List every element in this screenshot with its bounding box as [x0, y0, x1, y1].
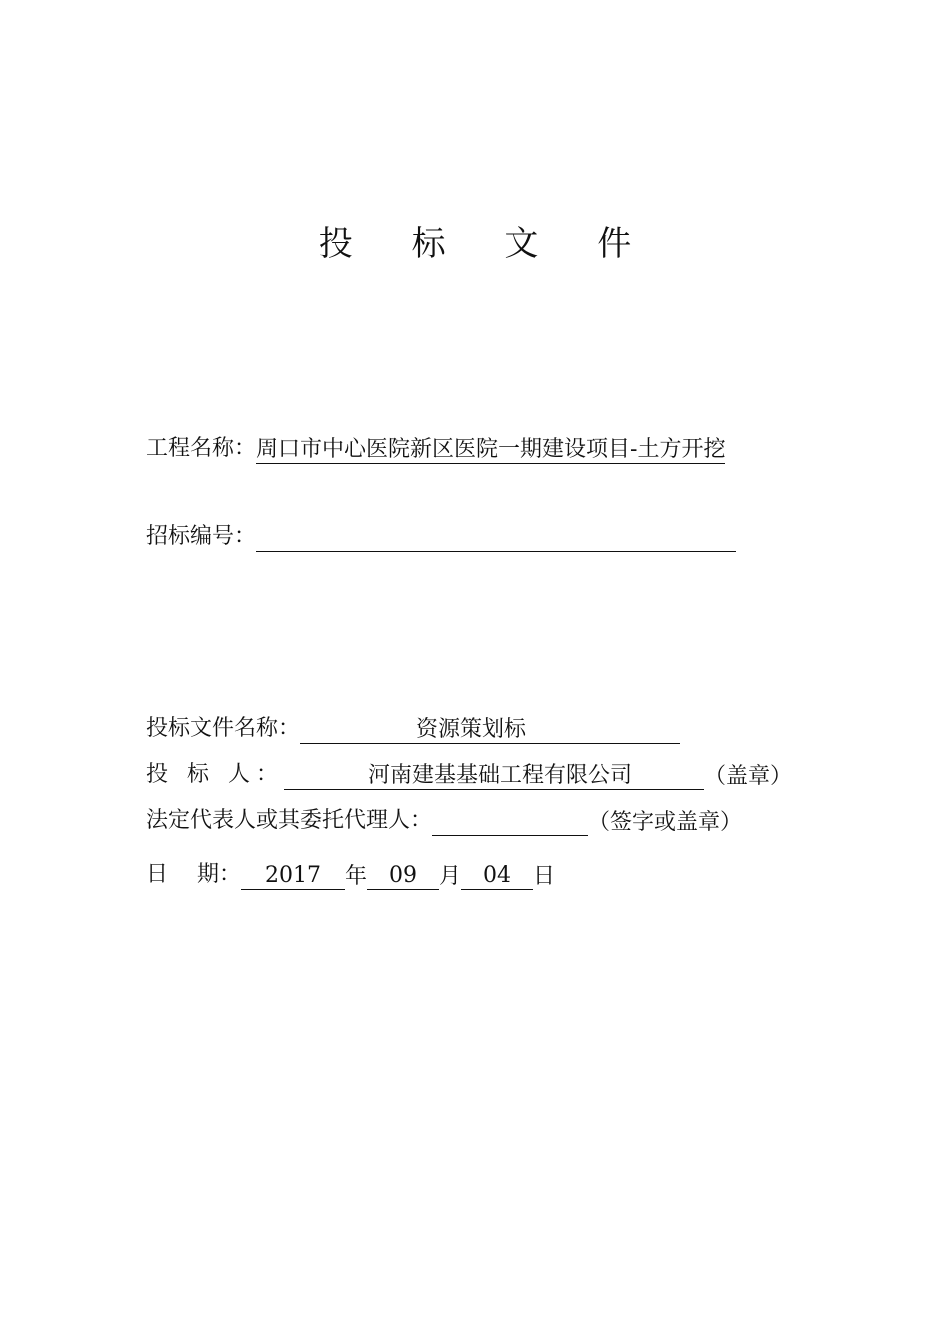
date-year-unit: 年 — [345, 864, 368, 889]
tender-number-field — [256, 526, 736, 552]
bidder-row — [146, 760, 792, 790]
date-day-unit: 日 — [533, 864, 556, 889]
tender-number-row — [146, 522, 736, 552]
project-name-row — [146, 434, 725, 464]
document-title: 投 标 文 件 — [318, 224, 656, 264]
bidder-label: 投 标 人： — [146, 762, 284, 787]
representative-label: 法定代表人或其委托代理人： — [146, 808, 433, 833]
date-month: 09 — [367, 863, 439, 890]
representative-sign-note: （签字或盖章） — [588, 810, 743, 835]
bid-document-name-row — [146, 714, 680, 744]
representative-row — [146, 806, 742, 836]
project-name-label: 工程名称： — [146, 436, 257, 461]
tender-number-label: 招标编号： — [146, 524, 257, 549]
date-row — [146, 860, 555, 890]
date-day: 04 — [461, 863, 533, 890]
date-year: 2017 — [241, 863, 345, 890]
bid-document-name-value: 资源策划标 — [300, 717, 680, 744]
date-label: 日 期： — [146, 862, 241, 887]
project-name-value: 周口市中心医院新区医院一期建设项目-土方开挖 — [256, 437, 726, 462]
bidder-seal-note: （盖章） — [704, 764, 793, 789]
representative-field — [432, 810, 588, 836]
bidder-value: 河南建基基础工程有限公司 — [284, 763, 704, 790]
date-month-unit: 月 — [439, 864, 462, 889]
bid-document-name-label: 投标文件名称： — [146, 716, 301, 741]
